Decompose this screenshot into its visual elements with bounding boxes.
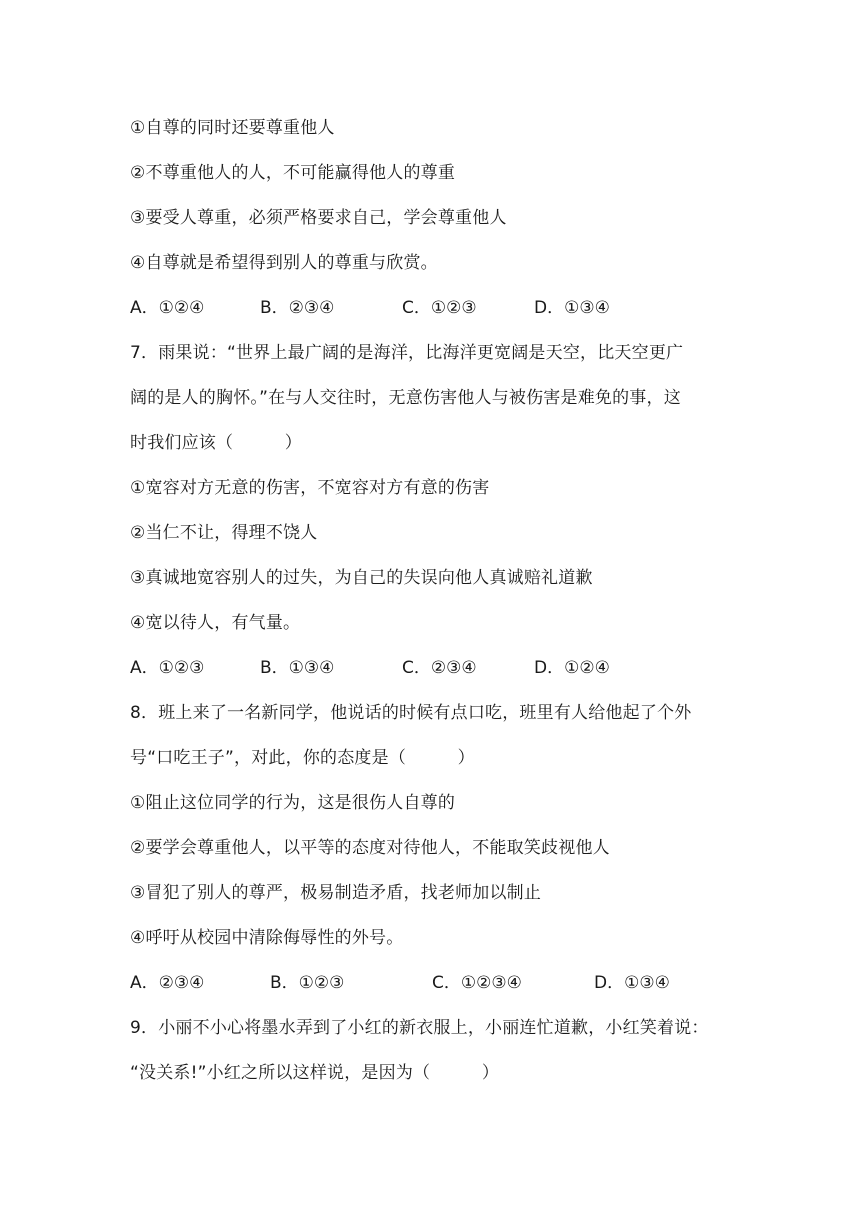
q7-item-2: ②当仁不让，得理不饶人 bbox=[130, 523, 318, 543]
q6-item-4: ④自尊就是希望得到别人的尊重与欣赏。 bbox=[130, 253, 438, 273]
q8-stem-line-1: 8．班上来了一名新同学，他说话的时候有点口吃，班里有人给他起了个外 bbox=[130, 703, 692, 723]
q8-item-4: ④呼吁从校园中清除侮辱性的外号。 bbox=[130, 928, 404, 948]
q7-item-4: ④宽以待人，有气量。 bbox=[130, 613, 301, 633]
q7-option-b: B．①③④ bbox=[260, 658, 335, 678]
q6-option-c: C．①②③ bbox=[402, 298, 477, 318]
q6-item-2: ②不尊重他人的人，不可能赢得他人的尊重 bbox=[130, 163, 456, 183]
q8-item-1: ①阻止这位同学的行为，这是很伤人自尊的 bbox=[130, 793, 456, 813]
q6-option-d: D．①③④ bbox=[534, 298, 610, 318]
q7-option-d: D．①②④ bbox=[534, 658, 610, 678]
q7-item-3: ③真诚地宽容别人的过失，为自己的失误向他人真诚赔礼道歉 bbox=[130, 568, 593, 588]
q8-stem-line-2: 号“口吃王子”，对此，你的态度是（ ） bbox=[130, 748, 475, 768]
q7-item-1: ①宽容对方无意的伤害，不宽容对方有意的伤害 bbox=[130, 478, 490, 498]
q7-option-c: C．②③④ bbox=[402, 658, 477, 678]
q8-item-2: ②要学会尊重他人，以平等的态度对待他人，不能取笑歧视他人 bbox=[130, 838, 610, 858]
q6-option-a: A．①②④ bbox=[130, 298, 205, 318]
q9-stem-line-1: 9．小丽不小心将墨水弄到了小红的新衣服上，小丽连忙道歉，小红笑着说： bbox=[130, 1018, 709, 1038]
q8-option-d: D．①③④ bbox=[594, 973, 670, 993]
q6-item-3: ③要受人尊重，必须严格要求自己，学会尊重他人 bbox=[130, 208, 507, 228]
q8-item-3: ③冒犯了别人的尊严，极易制造矛盾，找老师加以制止 bbox=[130, 883, 542, 903]
q6-option-b: B．②③④ bbox=[260, 298, 335, 318]
q7-stem-line-2: 阔的是人的胸怀。”在与人交往时，无意伤害他人与被伤害是难免的事，这 bbox=[130, 388, 681, 408]
q7-stem-line-1: 7．雨果说：“世界上最广阔的是海洋，比海洋更宽阔是天空，比天空更广 bbox=[130, 343, 684, 363]
q7-option-a: A．①②③ bbox=[130, 658, 205, 678]
q8-option-b: B．①②③ bbox=[270, 973, 345, 993]
q8-option-c: C．①②③④ bbox=[432, 973, 522, 993]
q9-stem-line-2: “没关系!”小红之所以这样说，是因为（ ） bbox=[130, 1063, 500, 1083]
q6-item-1: ①自尊的同时还要尊重他人 bbox=[130, 118, 335, 138]
q7-stem-line-3: 时我们应该（ ） bbox=[130, 433, 302, 453]
q8-option-a: A．②③④ bbox=[130, 973, 205, 993]
